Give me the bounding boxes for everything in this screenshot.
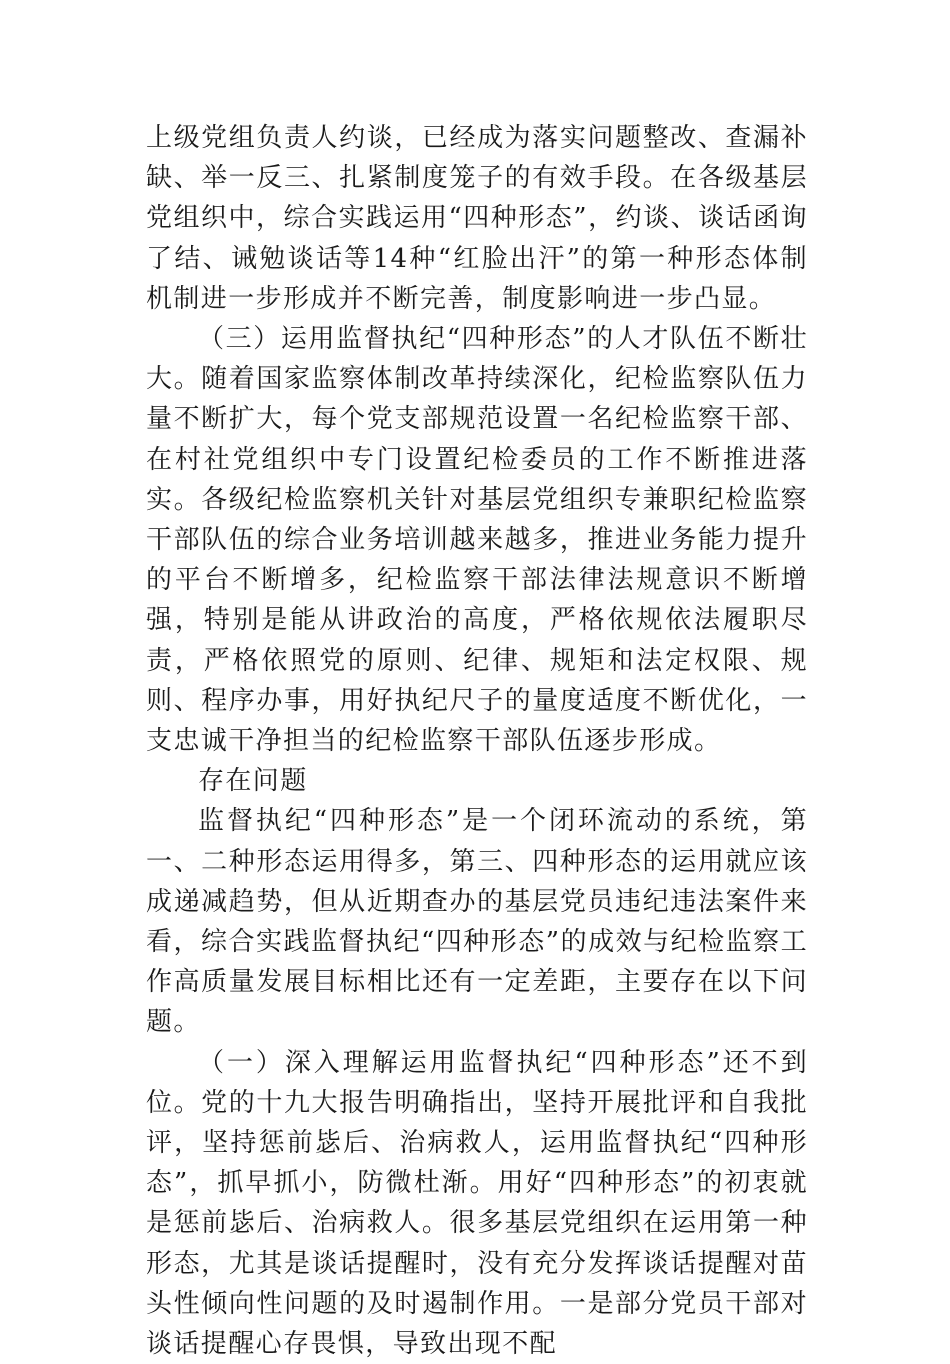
paragraph-1: 上级党组负责人约谈，已经成为落实问题整改、查漏补缺、举一反三、扎紧制度笼子的有效手段。在各级基层党组织中，综合实践运用“四种形态”，约谈、谈话函询了结、诫勉谈话等14种“红脸出汗”的第一种形态体制机制进一步形成并不断完善，制度影响进一步凸显。 bbox=[146, 123, 808, 314]
paragraph-2: （三）运用监督执纪“四种形态”的人才队伍不断壮大。随着国家监察体制改革持续深化，纪检监察队伍力量不断扩大，每个党支部规范设置一名纪检监察干部、在村社党组织中专门设置纪检委员的工作不断推进落实。各级纪检监察机关针对基层党组织专兼职纪检监察干部队伍的综合业务培训越来越多，推进业务能力提升的平台不断增多，纪检监察干部法律法规意识不断增强，特别是能从讲政治的高度，严格依规依法履职尽责，严格依照党的原则、纪律、规矩和法定权限、规则、程序办事，用好执纪尺子的量度适度不断优化，一支忠诚干净担当的纪检监察干部队伍逐步形成。 bbox=[146, 324, 808, 757]
paragraph-4: （一）深入理解运用监督执纪“四种形态”还不到位。党的十九大报告明确指出，坚持开展批评和自我批评，坚持惩前毖后、治病救人，运用监督执纪“四种形态”，抓早抓小，防微杜渐。用好“四种形态”的初衷就是惩前毖后、治病救人。很多基层党组织在运用第一种形态，尤其是谈话提醒时，没有充分发挥谈话提醒对苗头性倾向性问题的及时遏制作用。一是部分党员干部对谈话提醒心存畏惧，导致出现不配 bbox=[146, 1047, 808, 1360]
document-body bbox=[146, 118, 808, 1364]
paragraph-3: 监督执纪“四种形态”是一个闭环流动的系统，第一、二种形态运用得多，第三、四种形态的运用就应该成递减趋势，但从近期查办的基层党员违纪违法案件来看，综合实践监督执纪“四种形态”的成效与纪检监察工作高质量发展目标相比还有一定差距，主要存在以下问题。 bbox=[146, 806, 808, 1038]
section-heading: 存在问题 bbox=[198, 766, 308, 797]
